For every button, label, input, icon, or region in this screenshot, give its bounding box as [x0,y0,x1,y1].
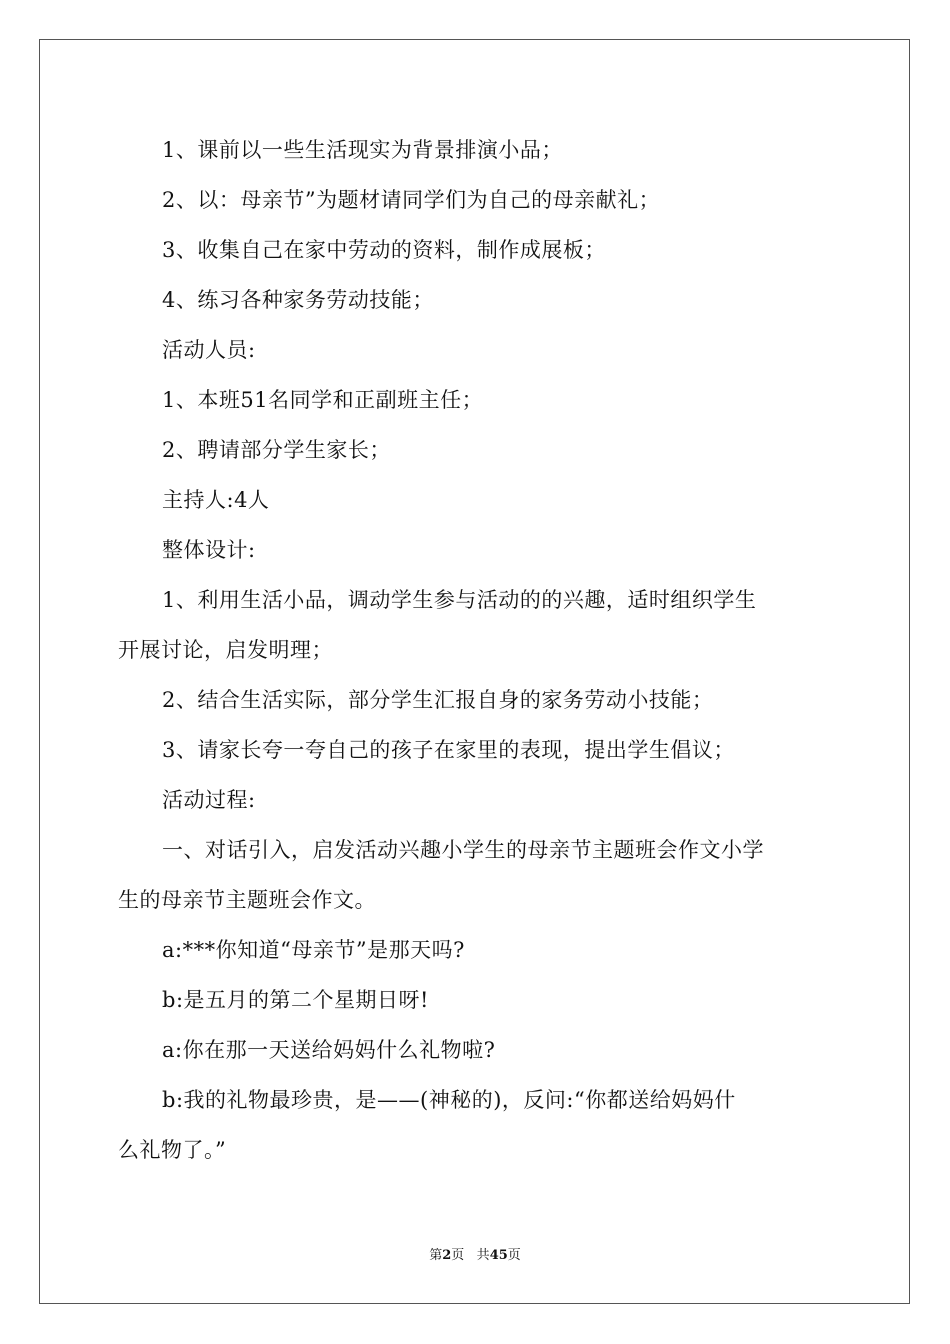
section-heading: 活动过程: [162,788,256,812]
section-heading: 主持人:4人 [162,488,270,512]
footer-total-suffix: 页 [507,1248,521,1263]
footer-prefix: 第 [429,1248,443,1263]
paragraph-line-continued: 开展讨论，启发明理； [118,638,333,662]
paragraph-line: 1、本班51名同学和正副班主任； [162,388,484,412]
current-page-number: 2 [442,1248,452,1263]
paragraph-line: 2、聘请部分学生家长； [162,438,391,462]
paragraph-line-continued: 生的母亲节主题班会作文。 [118,888,376,912]
paragraph-line: 2、以：母亲节”为题材请同学们为自己的母亲献礼； [162,188,661,212]
section-heading: 整体设计: [162,538,256,562]
paragraph-line: 1、利用生活小品，调动学生参与活动的的兴趣，适时组织学生 [162,588,757,612]
paragraph-line: 3、收集自己在家中劳动的资料，制作成展板； [162,238,606,262]
total-pages-number: 45 [489,1248,508,1263]
paragraph-line: 一、对话引入，启发活动兴趣小学生的母亲节主题班会作文小学 [162,838,764,862]
section-heading: 活动人员: [162,338,256,362]
dialogue-line: a:你在那一天送给妈妈什么礼物啦? [162,1038,496,1062]
paragraph-line: 1、课前以一些生活现实为背景排演小品； [162,138,563,162]
paragraph-line: 2、结合生活实际，部分学生汇报自身的家务劳动小技能； [162,688,714,712]
dialogue-line: a:***你知道“母亲节”是那天吗? [162,938,465,962]
page-footer [0,1244,950,1263]
dialogue-line-continued: 么礼物了。” [118,1138,227,1162]
dialogue-line: b:是五月的第二个星期日呀! [162,988,429,1012]
paragraph-line: 4、练习各种家务劳动技能； [162,288,434,312]
footer-page-word: 页 [451,1248,465,1263]
document-body [118,125,838,1175]
paragraph-line: 3、请家长夸一夸自己的孩子在家里的表现，提出学生倡议； [162,738,735,762]
footer-total-prefix: 共 [476,1248,490,1263]
dialogue-line: b:我的礼物最珍贵，是——(神秘的)，反问:“你都送给妈妈什 [162,1088,736,1112]
